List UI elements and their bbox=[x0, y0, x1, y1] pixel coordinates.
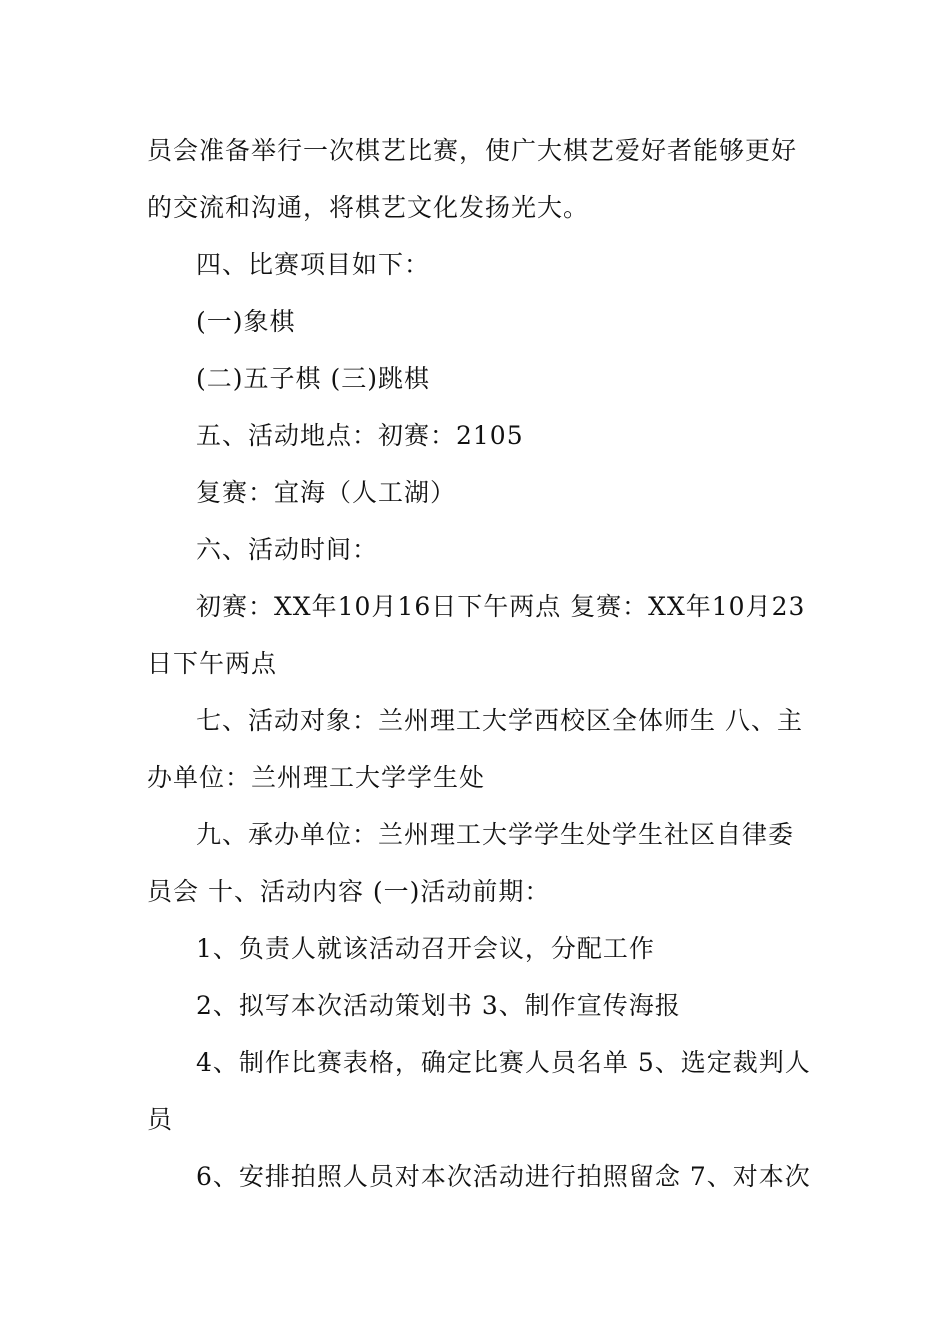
text-line: 办单位：兰州理工大学学生处 bbox=[147, 763, 486, 792]
list-item: 2、拟写本次活动策划书 3、制作宣传海报 bbox=[196, 991, 681, 1020]
text-line: 复赛：宜海（人工湖） bbox=[196, 478, 457, 507]
list-item: 4、制作比赛表格，确定比赛人员名单 5、选定裁判人 bbox=[196, 1048, 811, 1077]
list-item: 1、负责人就该活动召开会议，分配工作 bbox=[196, 934, 655, 963]
text-line: 初赛：XX年10月16日下午两点 复赛：XX年10月23 bbox=[196, 592, 806, 621]
section-heading: 六、活动时间： bbox=[196, 535, 379, 564]
list-item: (二)五子棋 (三)跳棋 bbox=[196, 364, 430, 393]
text-line: 日下午两点 bbox=[147, 649, 278, 678]
text-line: 的交流和沟通，将棋艺文化发扬光大。 bbox=[147, 193, 590, 222]
section-heading: 五、活动地点：初赛：2105 bbox=[196, 421, 524, 450]
list-item: 6、安排拍照人员对本次活动进行拍照留念 7、对本次 bbox=[196, 1162, 811, 1191]
section-heading: 九、承办单位：兰州理工大学学生处学生社区自律委 bbox=[196, 820, 795, 849]
text-line: 员 bbox=[147, 1105, 174, 1134]
list-item: (一)象棋 bbox=[196, 307, 296, 336]
text-line: 员会 十、活动内容 (一)活动前期： bbox=[147, 877, 551, 906]
text-line: 员会准备举行一次棋艺比赛，使广大棋艺爱好者能够更好 bbox=[147, 136, 798, 165]
section-heading: 四、比赛项目如下： bbox=[196, 250, 431, 279]
section-heading: 七、活动对象：兰州理工大学西校区全体师生 八、主 bbox=[196, 706, 803, 735]
